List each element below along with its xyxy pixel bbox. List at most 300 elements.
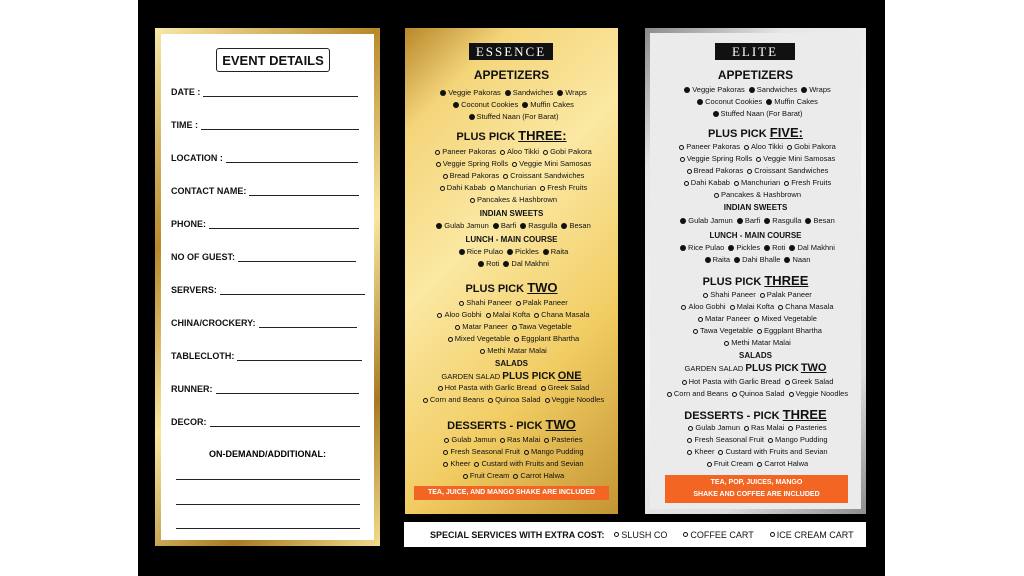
option-label: ICE CREAM CART	[776, 529, 854, 540]
bullet-icon	[493, 223, 499, 229]
radio-icon[interactable]	[784, 181, 789, 186]
bullet-icon	[505, 90, 511, 96]
pick-row	[405, 346, 618, 355]
menu-item: Veggie Noodles	[551, 395, 605, 404]
salads-heading: SALADS	[739, 351, 772, 360]
radio-icon[interactable]	[490, 186, 495, 191]
ondemand-line[interactable]	[176, 528, 360, 529]
menu-item: Aloo Gobhi	[688, 302, 726, 311]
pick-prefix: PLUS PICK	[465, 283, 525, 295]
radio-icon[interactable]	[443, 450, 448, 455]
menu-item: Gulab Jamun	[451, 435, 496, 444]
bullet-icon	[705, 257, 711, 263]
pick-prefix: PLUS PICK	[456, 131, 516, 143]
menu-item: Fresh Fruits	[791, 178, 832, 187]
bullet-icon	[557, 90, 563, 96]
radio-icon[interactable]	[540, 186, 545, 191]
menu-item: Aloo Tikki	[506, 147, 540, 156]
field-label: CHINA/CROCKERY:	[171, 318, 256, 328]
radio-icon[interactable]	[534, 313, 539, 318]
field-line[interactable]	[259, 317, 357, 328]
radio-icon[interactable]	[684, 181, 689, 186]
radio-icon[interactable]	[443, 462, 448, 467]
radio-icon[interactable]	[516, 301, 521, 306]
appetizers-row	[650, 85, 861, 94]
radio-icon[interactable]	[423, 398, 428, 403]
menu-item: Sandwiches	[756, 85, 798, 94]
bullet-icon	[503, 261, 509, 267]
menu-item: Rice Pulao	[466, 247, 503, 256]
menu-item: Eggplant Bhartha	[764, 326, 822, 335]
menu-item: Rasgulla	[528, 221, 558, 230]
radio-icon[interactable]	[614, 532, 619, 537]
menu-item: Dahi Bhalle	[742, 255, 781, 264]
menu-item: Corn and Beans	[429, 395, 485, 404]
bullet-icon	[680, 218, 686, 224]
pick-row	[650, 154, 861, 163]
field-runner	[171, 383, 359, 394]
bullet-icon	[684, 87, 690, 93]
menu-item: Dahi Kabab	[446, 183, 486, 192]
menu-item: Tawa Vegetable	[518, 322, 572, 331]
field-china-crockery	[171, 317, 357, 328]
pick-three-heading	[405, 128, 618, 143]
menu-item: Raita	[550, 247, 569, 256]
radio-icon[interactable]	[788, 426, 793, 431]
bullet-icon	[805, 218, 811, 224]
option-label: COFFEE CART	[690, 529, 754, 540]
menu-item: Bread Pakoras	[693, 166, 744, 175]
menu-item: Fresh Seasonal Fruit	[694, 435, 765, 444]
bullet-icon	[520, 223, 526, 229]
ondemand-line[interactable]	[176, 504, 360, 505]
menu-item: Gulab Jamun	[444, 221, 489, 230]
menu-item: Chana Masala	[541, 310, 590, 319]
menu-item: Pancakes & Hashbrown	[476, 195, 558, 204]
menu-item: Croissant Sandwiches	[754, 166, 829, 175]
radio-icon[interactable]	[787, 145, 792, 150]
menu-item: Malai Kofta	[492, 310, 531, 319]
radio-icon[interactable]	[543, 150, 548, 155]
menu-item: Mango Pudding	[531, 447, 584, 456]
bullet-icon	[478, 261, 484, 267]
pick-two-heading	[405, 280, 618, 295]
radio-icon[interactable]	[747, 169, 752, 174]
menu-item: Greek Salad	[791, 377, 834, 386]
menu-item: Manchurian	[496, 183, 537, 192]
menu-item: Paneer Pakoras	[442, 147, 496, 156]
pick-prefix: DESSERTS - PICK	[447, 420, 543, 432]
radio-icon[interactable]	[470, 198, 475, 203]
menu-item: Shahi Paneer	[466, 298, 512, 307]
field-line[interactable]	[203, 86, 358, 97]
menu-item: Gobi Pakora	[550, 147, 592, 156]
menu-item: Tawa Vegetable	[700, 326, 753, 335]
field-line[interactable]	[226, 152, 358, 163]
bullet-icon	[440, 90, 446, 96]
essence-included-note: TEA, JUICE, AND MANGO SHAKE ARE INCLUDED	[414, 486, 609, 500]
pick-row	[405, 322, 618, 331]
menu-item: Palak Paneer	[766, 290, 812, 299]
dessert-row	[405, 471, 618, 480]
field-line[interactable]	[216, 383, 359, 394]
desserts-heading	[650, 407, 861, 422]
radio-icon[interactable]	[512, 325, 517, 330]
field-phone	[171, 218, 359, 229]
radio-icon[interactable]	[480, 349, 485, 354]
appetizers-heading: APPETIZERS	[473, 68, 550, 82]
pick-row	[405, 310, 618, 319]
bullet-icon	[680, 245, 686, 251]
bullet-icon	[522, 102, 528, 108]
salads-heading: SALADS	[495, 359, 528, 368]
menu-item: Carrot Halwa	[764, 459, 809, 468]
sweets-heading: INDIAN SWEETS	[479, 209, 544, 218]
radio-icon[interactable]	[459, 301, 464, 306]
elite-menu-card	[645, 28, 866, 514]
radio-icon[interactable]	[524, 450, 529, 455]
menu-item: Greek Salad	[547, 383, 590, 392]
bullet-icon	[453, 102, 459, 108]
menu-item: Gulab Jamun	[695, 423, 740, 432]
radio-icon[interactable]	[683, 532, 688, 537]
pick-row	[650, 314, 861, 323]
menu-item: Quinoa Salad	[495, 395, 541, 404]
pick-row	[405, 334, 618, 343]
option-ice-cream-cart[interactable]	[766, 530, 854, 540]
essence-menu-card	[405, 28, 618, 514]
menu-item: Rice Pulao	[688, 243, 725, 252]
option-slush-co[interactable]	[610, 530, 667, 540]
menu-item: Dal Makhni	[511, 259, 549, 268]
radio-icon[interactable]	[768, 438, 773, 443]
radio-icon[interactable]	[435, 150, 440, 155]
menu-item: Bread Pakoras	[449, 171, 500, 180]
radio-icon[interactable]	[756, 157, 761, 162]
menu-item: Pasteries	[551, 435, 583, 444]
menu-item: Besan	[569, 221, 591, 230]
pick-word: THREE	[764, 273, 809, 288]
radio-icon[interactable]	[687, 169, 692, 174]
menu-item: Veggie Pakoras	[448, 88, 501, 97]
menu-item: Dal Makhni	[797, 243, 835, 252]
field-line[interactable]	[237, 350, 362, 361]
special-services-bar	[404, 522, 866, 547]
lunch-row	[405, 259, 618, 268]
bullet-icon	[728, 245, 734, 251]
radio-icon[interactable]	[730, 305, 735, 310]
radio-icon[interactable]	[718, 450, 723, 455]
menu-item: Muffin Cakes	[774, 97, 818, 106]
menu-item: Barfi	[744, 216, 761, 225]
menu-item: Coconut Cookies	[461, 100, 519, 109]
note-line: SHAKE AND COFFEE ARE INCLUDED	[693, 491, 820, 498]
radio-icon[interactable]	[437, 313, 442, 318]
salad-word: ONE	[557, 370, 582, 382]
menu-item: Coconut Cookies	[705, 97, 763, 106]
pick-row	[405, 159, 618, 168]
field-label: DECOR:	[171, 417, 207, 427]
bullet-icon	[436, 223, 442, 229]
radio-icon[interactable]	[703, 293, 708, 298]
bullet-icon	[801, 87, 807, 93]
bullet-icon	[507, 249, 513, 255]
menu-item: Corn and Beans	[673, 389, 729, 398]
dessert-row	[405, 447, 618, 456]
radio-icon[interactable]	[541, 386, 546, 391]
radio-icon[interactable]	[778, 305, 783, 310]
radio-icon[interactable]	[757, 462, 762, 467]
radio-icon[interactable]	[443, 174, 448, 179]
radio-icon[interactable]	[693, 329, 698, 334]
elite-included-note	[665, 475, 848, 503]
appetizers-row	[405, 100, 618, 109]
menu-item: Stuffed Naan (For Barat)	[476, 112, 559, 121]
bullet-icon	[766, 99, 772, 105]
pick-word: FIVE:	[769, 125, 803, 140]
radio-icon[interactable]	[444, 438, 449, 443]
pick-row	[650, 290, 861, 299]
field-line[interactable]	[220, 284, 365, 295]
menu-item: Stuffed Naan (For Barat)	[720, 109, 803, 118]
option-label: SLUSH CO	[621, 529, 668, 540]
salad-heading-row	[405, 370, 618, 382]
ondemand-label: ON-DEMAND/ADDITIONAL:	[209, 449, 326, 459]
menu-item: Quinoa Salad	[739, 389, 785, 398]
bullet-icon	[764, 245, 770, 251]
radio-icon[interactable]	[789, 392, 794, 397]
dessert-row	[650, 459, 861, 468]
radio-icon[interactable]	[513, 474, 518, 479]
pick-row	[405, 171, 618, 180]
menu-item: Mango Pudding	[775, 435, 828, 444]
menu-item: Rasgulla	[772, 216, 802, 225]
menu-item: Gulab Jamun	[688, 216, 733, 225]
radio-icon[interactable]	[785, 380, 790, 385]
menu-item: Veggie Spring Rolls	[442, 159, 509, 168]
menu-item: Veggie Noodles	[795, 389, 849, 398]
menu-item: Mixed Vegetable	[761, 314, 817, 323]
salad-row	[650, 377, 861, 386]
bullet-icon	[713, 111, 719, 117]
radio-icon[interactable]	[436, 162, 441, 167]
lunch-row	[650, 255, 861, 264]
radio-icon[interactable]	[500, 150, 505, 155]
menu-item: Paneer Pakoras	[686, 142, 740, 151]
pick-word: THREE	[782, 407, 827, 422]
menu-item: Matar Paneer	[462, 322, 508, 331]
special-services-label: SPECIAL SERVICES WITH EXTRA COST:	[430, 529, 605, 540]
dessert-row	[650, 447, 861, 456]
menu-item: Veggie Mini Samosas	[519, 159, 592, 168]
menu-item: Fresh Fruits	[547, 183, 588, 192]
radio-icon[interactable]	[455, 325, 460, 330]
radio-icon[interactable]	[544, 438, 549, 443]
radio-icon[interactable]	[667, 392, 672, 397]
menu-item: Matar Paneer	[705, 314, 751, 323]
radio-icon[interactable]	[503, 174, 508, 179]
radio-icon[interactable]	[744, 145, 749, 150]
field-label: TIME :	[171, 120, 198, 130]
field-label: PHONE:	[171, 219, 207, 229]
bullet-icon	[459, 249, 465, 255]
radio-icon[interactable]	[757, 329, 762, 334]
appetizers-row	[650, 97, 861, 106]
radio-icon[interactable]	[680, 157, 685, 162]
appetizers-row	[405, 112, 618, 121]
appetizers-row	[405, 88, 618, 97]
menu-item: Ras Malai	[507, 435, 541, 444]
salad-row	[650, 389, 861, 398]
radio-icon[interactable]	[698, 317, 703, 322]
field-line[interactable]	[210, 416, 360, 427]
field-date	[171, 86, 358, 97]
radio-icon[interactable]	[732, 392, 737, 397]
radio-icon[interactable]	[687, 450, 692, 455]
salad-row	[405, 395, 618, 404]
radio-icon[interactable]	[770, 532, 775, 537]
pick-word: THREE:	[518, 128, 567, 143]
menu-item: Roti	[772, 243, 786, 252]
menu-item: Methi Matar Malai	[731, 338, 791, 347]
pick-row	[650, 338, 861, 347]
menu-item: Wraps	[565, 88, 587, 97]
radio-icon[interactable]	[679, 145, 684, 150]
field-line[interactable]	[249, 185, 359, 196]
menu-item: Eggplant Bhartha	[521, 334, 580, 343]
field-label: DATE :	[171, 87, 201, 97]
essence-title: ESSENCE	[469, 43, 553, 60]
option-coffee-cart[interactable]	[679, 530, 753, 540]
salad-prefix: GARDEN SALAD	[684, 364, 744, 373]
radio-icon[interactable]	[724, 341, 729, 346]
menu-item: Custard with Fruits and Sevian	[725, 447, 828, 456]
ondemand-line[interactable]	[176, 479, 360, 480]
radio-icon[interactable]	[714, 193, 719, 198]
radio-icon[interactable]	[512, 162, 517, 167]
pick-row	[650, 190, 861, 199]
pick-row	[650, 326, 861, 335]
salad-heading-row	[650, 362, 861, 374]
radio-icon[interactable]	[760, 293, 765, 298]
pick-five-heading	[650, 125, 861, 140]
menu-item: Hot Pasta with Garlic Bread	[444, 383, 537, 392]
field-line[interactable]	[209, 218, 359, 229]
radio-icon[interactable]	[463, 474, 468, 479]
field-line[interactable]	[238, 251, 356, 262]
salad-pick: PLUS PICK	[745, 363, 799, 374]
bullet-icon	[734, 257, 740, 263]
menu-item: Mixed Vegetable	[454, 334, 511, 343]
menu-item: Palak Paneer	[522, 298, 568, 307]
menu-item: Pancakes & Hashbrown	[720, 190, 802, 199]
lunch-heading: LUNCH - MAIN COURSE	[709, 231, 802, 240]
field-contact-name	[171, 185, 359, 196]
field-time	[171, 119, 359, 130]
bullet-icon	[764, 218, 770, 224]
dessert-row	[405, 435, 618, 444]
pick-word: TWO	[527, 280, 558, 295]
radio-icon[interactable]	[438, 386, 443, 391]
field-no-of-guest	[171, 251, 356, 262]
menu-item: Manchurian	[740, 178, 781, 187]
menu-item: Veggie Pakoras	[692, 85, 745, 94]
radio-icon[interactable]	[707, 462, 712, 467]
menu-item: Gobi Pakora	[794, 142, 836, 151]
field-line[interactable]	[201, 119, 359, 130]
menu-item: Sandwiches	[512, 88, 554, 97]
sweets-heading: INDIAN SWEETS	[723, 203, 788, 212]
field-label: RUNNER:	[171, 384, 213, 394]
field-label: CONTACT NAME:	[171, 186, 247, 196]
pick-row	[650, 166, 861, 175]
menu-item: Aloo Gobhi	[444, 310, 482, 319]
radio-icon[interactable]	[681, 305, 686, 310]
menu-item: Shahi Paneer	[710, 290, 756, 299]
menu-item: Naan	[792, 255, 811, 264]
event-details-inner	[161, 34, 374, 540]
sweets-row	[650, 216, 861, 225]
menu-item: Wraps	[809, 85, 831, 94]
dessert-row	[650, 423, 861, 432]
menu-item: Besan	[813, 216, 835, 225]
menu-item: Pickles	[736, 243, 761, 252]
menu-item: Fruit Cream	[469, 471, 510, 480]
radio-icon[interactable]	[488, 398, 493, 403]
pick-row	[650, 142, 861, 151]
radio-icon[interactable]	[514, 337, 519, 342]
radio-icon[interactable]	[500, 438, 505, 443]
radio-icon[interactable]	[687, 438, 692, 443]
desserts-heading	[405, 417, 618, 432]
dessert-row	[405, 459, 618, 468]
menu-item: Malai Kofta	[736, 302, 775, 311]
radio-icon[interactable]	[688, 426, 693, 431]
field-label: TABLECLOTH:	[171, 351, 235, 361]
radio-icon[interactable]	[448, 337, 453, 342]
event-details-card	[155, 28, 380, 546]
menu-item: Hot Pasta with Garlic Bread	[688, 377, 781, 386]
pick-row	[405, 183, 618, 192]
bullet-icon	[697, 99, 703, 105]
field-decor	[171, 416, 360, 427]
radio-icon[interactable]	[486, 313, 491, 318]
pick-row	[650, 302, 861, 311]
note-line: TEA, POP, JUICES, MANGO	[710, 479, 803, 486]
radio-icon[interactable]	[440, 186, 445, 191]
menu-item: Barfi	[500, 221, 517, 230]
lunch-heading: LUNCH - MAIN COURSE	[465, 235, 558, 244]
menu-item: Muffin Cakes	[530, 100, 574, 109]
radio-icon[interactable]	[734, 181, 739, 186]
menu-item: Kheer	[694, 447, 715, 456]
menu-item: Methi Matar Malai	[487, 346, 547, 355]
salad-prefix: GARDEN SALAD	[441, 372, 501, 381]
menu-item: Aloo Tikki	[750, 142, 784, 151]
radio-icon[interactable]	[754, 317, 759, 322]
pick-prefix: PLUS PICK	[702, 276, 762, 288]
lunch-row	[405, 247, 618, 256]
field-location	[171, 152, 358, 163]
radio-icon[interactable]	[744, 426, 749, 431]
radio-icon[interactable]	[474, 462, 479, 467]
dessert-row	[650, 435, 861, 444]
radio-icon[interactable]	[545, 398, 550, 403]
menu-item: Veggie Spring Rolls	[686, 154, 753, 163]
menu-item: Raita	[712, 255, 731, 264]
radio-icon[interactable]	[682, 380, 687, 385]
menu-item: Pickles	[515, 247, 539, 256]
